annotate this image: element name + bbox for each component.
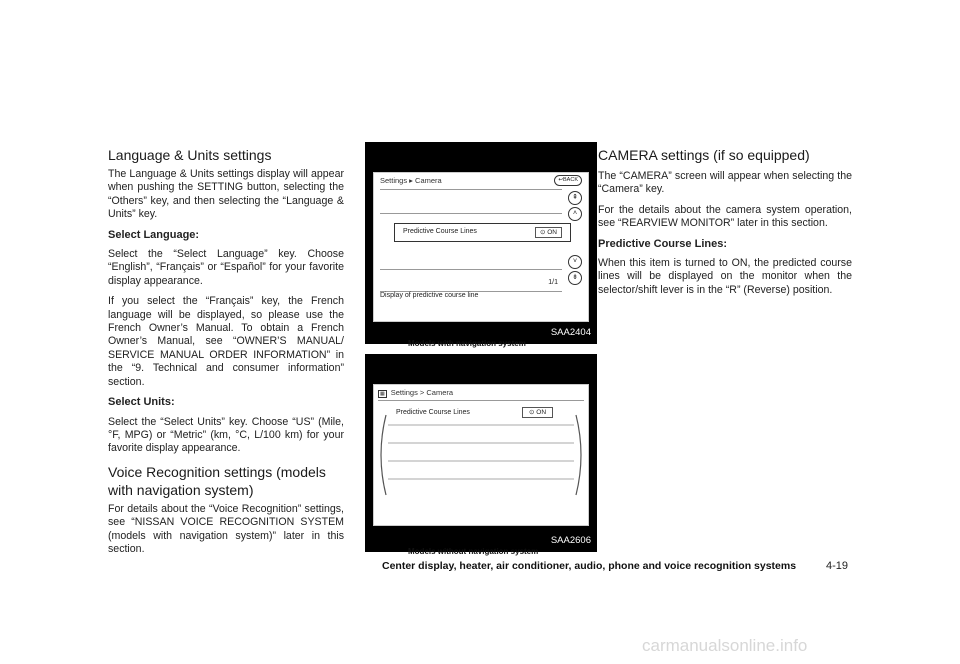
page-number: 4-19 [826,560,849,572]
paragraph: Select the “Select Units” key. Choose “US” (Mile, °F, MPG) or “Metric” (km, °C, L/100 km) for your favorite display appearance. [108,415,344,455]
divider [380,269,562,270]
divider [380,189,562,190]
heading-voice-recognition: Voice Recognition settings (models with navigation system) [108,463,326,498]
display-screen [373,172,589,322]
subheading-predictive-course-lines: Predictive Course Lines: [598,237,727,250]
page-indicator: 1/1 [548,279,558,286]
paragraph: If you select the “Français” key, the French language will be displayed, so please use the French Owner’s Manual. To obtain a French Owner’s Manual, see “OWNER’S MANUAL/ SERVICE MANUAL ORDER INFORMATION” in the “9. Technical and consumer information” section. [108,295,344,388]
watermark: carmanualsonline.info [642,636,808,655]
on-indicator[interactable]: ⊙ ON [522,407,553,418]
subheading-select-units: Select Units: [108,396,175,409]
figure-nav-screen [365,142,597,344]
row-label: Predictive Course Lines [396,409,470,416]
scroll-top-icon[interactable]: ⇞ [568,191,582,205]
figure-caption: Models without navigation system [408,547,539,556]
heading-language-units: Language & Units settings [108,147,272,163]
figure-code: SAA2606 [550,535,591,546]
figure-non-nav-screen [365,354,597,552]
divider [380,213,562,214]
curved-lines-decoration [374,385,588,525]
heading-camera-settings: CAMERA settings (if so equipped) [598,147,810,163]
scroll-up-icon[interactable]: ˄ [568,207,582,221]
screen-title: ▦ Settings > Camera [380,388,454,397]
figure-code: SAA2404 [550,327,591,338]
paragraph: Select the “Select Language” key. Choose “English”, “Français” or “Español” for your favorite display appearance. [108,248,344,287]
scroll-bottom-icon[interactable]: ⇟ [568,271,582,285]
figure-caption: Models with navigation system [408,339,526,348]
predictive-course-lines-row[interactable] [394,223,571,242]
scroll-down-icon[interactable]: ˅ [568,255,582,269]
paragraph: For details about the “Voice Recognition” settings, see “NISSAN VOICE RECOGNITION SYSTEM (models with navigation system)” later in this section. [108,502,344,555]
display-screen [373,384,589,526]
paragraph: The “CAMERA” screen will appear when selecting the “Camera” key. [598,170,852,196]
paragraph: For the details about the camera system operation, see “REARVIEW MONITOR” later in this section. [598,203,852,230]
paragraph: When this item is turned to ON, the predicted course lines will be displayed on the monitor when the selector/shift lever is in the “R” (Reverse) position. [598,257,852,296]
section-footer: Center display, heater, air conditioner, audio, phone and voice recognition systems [382,560,797,572]
settings-icon: ▦ [380,391,385,397]
back-arrow-icon: ↩ [558,177,564,183]
row-label: Predictive Course Lines [403,228,477,235]
subheading-select-language: Select Language: [108,228,200,241]
screen-title: Settings ▸ Camera [380,176,442,185]
right-column [598,146,852,304]
left-column [108,146,344,563]
status-line: Display of predictive course line [380,292,479,299]
paragraph: The Language & Units settings display will appear when pushing the SETTING button, selecting the “Others” key, and then selecting the “Language & Units” key. [108,168,344,221]
on-indicator: ⊙ ON [535,227,562,238]
back-button[interactable]: ↩BACK [554,175,582,186]
